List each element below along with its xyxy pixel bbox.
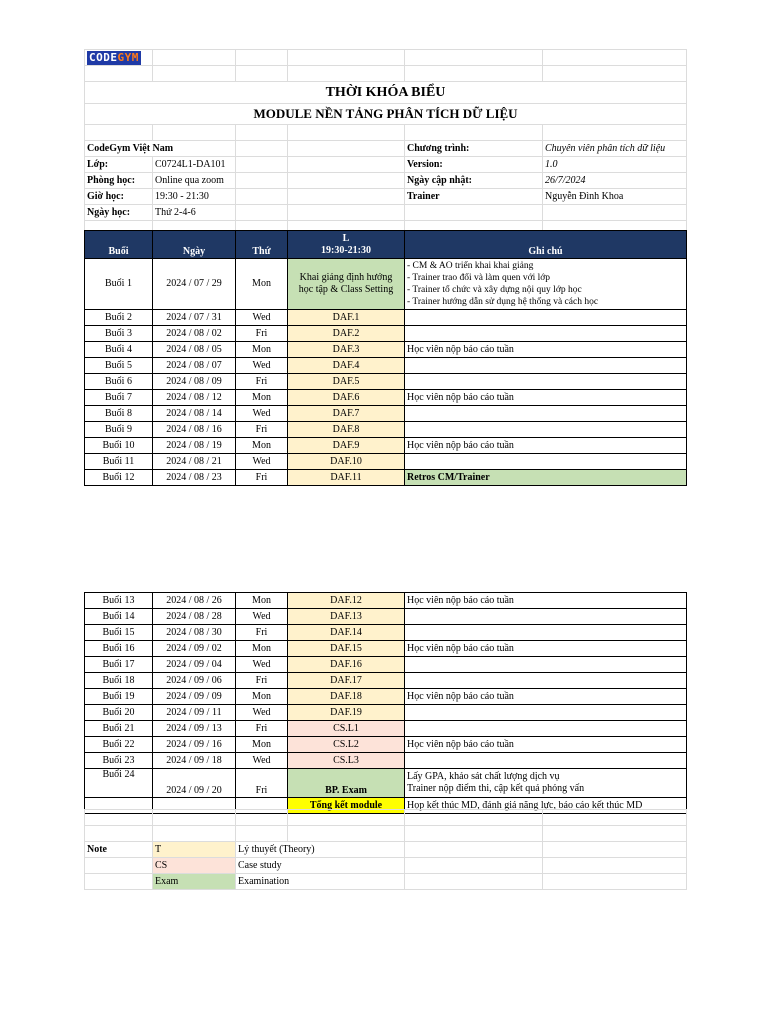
legend-title: Note [85, 842, 153, 858]
table-row [85, 625, 687, 641]
date-cell: 2024 / 09 / 16 [153, 737, 236, 753]
content-cell: DAF.19 [288, 705, 405, 721]
legend-desc-exam: Examination [236, 874, 405, 890]
date-cell: 2024 / 09 / 18 [153, 753, 236, 769]
date-cell: 2024 / 07 / 29 [153, 259, 236, 310]
legend-table [84, 809, 687, 890]
content-cell: DAF.11 [288, 470, 405, 486]
note-cell [405, 609, 687, 625]
date-cell: 2024 / 08 / 23 [153, 470, 236, 486]
program-value: Chuyên viên phân tích dữ liệu [543, 141, 687, 157]
table-row [85, 454, 687, 470]
note-cell: Học viên nộp báo cáo tuần [405, 737, 687, 753]
date-cell: 2024 / 09 / 20 [153, 769, 236, 798]
table-row [85, 769, 687, 798]
legend-desc-cs: Case study [236, 858, 405, 874]
table-row [85, 673, 687, 689]
content-cell: DAF.6 [288, 390, 405, 406]
table-row [85, 657, 687, 673]
session-cell: Buổi 15 [85, 625, 153, 641]
content-cell: DAF.1 [288, 310, 405, 326]
note-cell: Học viên nộp báo cáo tuần [405, 438, 687, 454]
note-cell [405, 705, 687, 721]
note-cell [405, 657, 687, 673]
trainer-value: Nguyễn Đình Khoa [543, 189, 687, 205]
exam-notes: Lấy GPA, khảo sát chất lượng dịch vụ Trainer nộp điểm thi, cập kết quả phỏng vấn [405, 769, 687, 798]
legend-code-exam: Exam [153, 874, 236, 890]
date-cell: 2024 / 08 / 21 [153, 454, 236, 470]
version-value: 1.0 [543, 157, 687, 173]
table-row [85, 737, 687, 753]
opening-notes: - CM & AO triển khai khai giảng - Trainer trao đổi và làm quen với lớp - Trainer tổ chức và xây dựng nội quy lớp học - Trainer hướng dẫn sử dụng hệ thống và cách học [405, 259, 687, 310]
weekday-cell: Fri [236, 374, 288, 390]
weekday-cell: Wed [236, 310, 288, 326]
content-cell: DAF.16 [288, 657, 405, 673]
session-cell: Buổi 2 [85, 310, 153, 326]
updated-label: Ngày cập nhật: [405, 173, 543, 189]
note-cell [405, 422, 687, 438]
page-subtitle: MODULE NỀN TẢNG PHÂN TÍCH DỮ LIỆU [85, 104, 687, 125]
table-row [85, 374, 687, 390]
session-cell: Buổi 22 [85, 737, 153, 753]
table-row [85, 406, 687, 422]
session-cell: Buổi 7 [85, 390, 153, 406]
note-cell: Học viên nộp báo cáo tuần [405, 390, 687, 406]
date-cell: 2024 / 08 / 19 [153, 438, 236, 454]
table-row [85, 705, 687, 721]
weekday-cell: Mon [236, 342, 288, 358]
weekday-cell: Fri [236, 769, 288, 798]
opening-cell: Khai giảng định hướng học tập & Class Setting [288, 259, 405, 310]
session-cell: Buổi 1 [85, 259, 153, 310]
session-cell: Buổi 13 [85, 593, 153, 609]
retro-note: Retros CM/Trainer [405, 470, 687, 486]
version-label: Version: [405, 157, 543, 173]
updated-value: 26/7/2024 [543, 173, 687, 189]
session-cell: Buổi 20 [85, 705, 153, 721]
session-cell: Buổi 21 [85, 721, 153, 737]
time-label: Giờ học: [85, 189, 153, 205]
content-cell: DAF.2 [288, 326, 405, 342]
trainer-label: Trainer [405, 189, 543, 205]
table-row [85, 310, 687, 326]
note-cell [405, 358, 687, 374]
note-cell [405, 406, 687, 422]
org-name: CodeGym Việt Nam [85, 141, 236, 157]
logo-cell [85, 50, 153, 66]
exam-cell: BP. Exam [288, 769, 405, 798]
codegym-logo: CODEGYM [89, 50, 139, 64]
date-cell: 2024 / 09 / 11 [153, 705, 236, 721]
date-cell: 2024 / 08 / 05 [153, 342, 236, 358]
date-cell: 2024 / 08 / 09 [153, 374, 236, 390]
table-row [85, 641, 687, 657]
date-cell: 2024 / 08 / 26 [153, 593, 236, 609]
program-label: Chương trình: [405, 141, 543, 157]
time-value: 19:30 - 21:30 [153, 189, 236, 205]
note-cell [405, 374, 687, 390]
content-cell: DAF.15 [288, 641, 405, 657]
weekday-cell: Fri [236, 673, 288, 689]
note-cell: Học viên nộp báo cáo tuần [405, 689, 687, 705]
weekday-cell: Fri [236, 625, 288, 641]
table-row [85, 358, 687, 374]
content-cell: DAF.18 [288, 689, 405, 705]
date-cell: 2024 / 09 / 06 [153, 673, 236, 689]
note-cell [405, 625, 687, 641]
table-row [85, 593, 687, 609]
session-cell: Buổi 4 [85, 342, 153, 358]
header-session: Buổi [85, 231, 153, 259]
weekday-cell: Fri [236, 422, 288, 438]
page-title: THỜI KHÓA BIỂU [85, 82, 687, 104]
table-row [85, 342, 687, 358]
date-cell: 2024 / 09 / 09 [153, 689, 236, 705]
session-cell: Buổi 12 [85, 470, 153, 486]
table-row [85, 721, 687, 737]
note-cell [405, 721, 687, 737]
date-cell: 2024 / 08 / 12 [153, 390, 236, 406]
days-value: Thứ 2-4-6 [153, 205, 236, 221]
date-cell: 2024 / 08 / 16 [153, 422, 236, 438]
table-row [85, 438, 687, 454]
date-cell: 2024 / 08 / 28 [153, 609, 236, 625]
note-cell [405, 310, 687, 326]
legend-desc-theory: Lý thuyết (Theory) [236, 842, 405, 858]
content-cell: DAF.14 [288, 625, 405, 641]
date-cell: 2024 / 08 / 30 [153, 625, 236, 641]
header-date: Ngày [153, 231, 236, 259]
table-row [85, 753, 687, 769]
content-cell: DAF.4 [288, 358, 405, 374]
header-weekday: Thứ [236, 231, 288, 259]
content-cell: DAF.9 [288, 438, 405, 454]
session-cell: Buổi 18 [85, 673, 153, 689]
table-row [85, 390, 687, 406]
session-cell: Buổi 24 [85, 769, 153, 798]
schedule-sheet-top [84, 49, 687, 237]
weekday-cell: Mon [236, 737, 288, 753]
summary-note: Họp kết thúc MD, đánh giá năng lực, báo cáo kết thúc MD [405, 798, 687, 814]
weekday-cell: Wed [236, 406, 288, 422]
weekday-cell: Wed [236, 657, 288, 673]
weekday-cell: Wed [236, 609, 288, 625]
session-cell: Buổi 3 [85, 326, 153, 342]
summary-cell: Tổng kết module [288, 798, 405, 814]
table-row [85, 470, 687, 486]
legend-code-cs: CS [153, 858, 236, 874]
legend-code-theory: T [153, 842, 236, 858]
schedule-table-part2 [84, 592, 687, 814]
room-value: Online qua zoom [153, 173, 236, 189]
weekday-cell: Wed [236, 705, 288, 721]
class-label: Lớp: [85, 157, 153, 173]
session-cell: Buổi 11 [85, 454, 153, 470]
weekday-cell: Mon [236, 390, 288, 406]
note-cell: Học viên nộp báo cáo tuần [405, 593, 687, 609]
session-cell: Buổi 10 [85, 438, 153, 454]
schedule-table-part1 [84, 230, 687, 486]
date-cell: 2024 / 09 / 02 [153, 641, 236, 657]
table-row [85, 689, 687, 705]
date-cell: 2024 / 09 / 04 [153, 657, 236, 673]
content-cell: DAF.10 [288, 454, 405, 470]
weekday-cell: Wed [236, 454, 288, 470]
content-cell: DAF.8 [288, 422, 405, 438]
session-cell: Buổi 8 [85, 406, 153, 422]
note-cell: Học viên nộp báo cáo tuần [405, 342, 687, 358]
weekday-cell: Mon [236, 689, 288, 705]
weekday-cell: Fri [236, 721, 288, 737]
content-cell: DAF.12 [288, 593, 405, 609]
note-cell: Học viên nộp báo cáo tuần [405, 641, 687, 657]
weekday-cell: Fri [236, 326, 288, 342]
days-label: Ngày học: [85, 205, 153, 221]
session-cell: Buổi 17 [85, 657, 153, 673]
date-cell: 2024 / 08 / 07 [153, 358, 236, 374]
table-header [85, 231, 687, 259]
note-cell [405, 326, 687, 342]
content-cell: DAF.5 [288, 374, 405, 390]
note-cell [405, 454, 687, 470]
note-cell [405, 753, 687, 769]
header-note: Ghi chú [405, 231, 687, 259]
weekday-cell: Mon [236, 259, 288, 310]
session-cell: Buổi 14 [85, 609, 153, 625]
content-cell: CS.L3 [288, 753, 405, 769]
table-row [85, 422, 687, 438]
table-row [85, 326, 687, 342]
weekday-cell: Mon [236, 593, 288, 609]
content-cell: DAF.3 [288, 342, 405, 358]
note-cell [405, 673, 687, 689]
weekday-cell: Wed [236, 358, 288, 374]
date-cell: 2024 / 09 / 13 [153, 721, 236, 737]
weekday-cell: Mon [236, 641, 288, 657]
weekday-cell: Wed [236, 753, 288, 769]
header-slot: L 19:30-21:30 [288, 231, 405, 259]
weekday-cell: Fri [236, 470, 288, 486]
date-cell: 2024 / 08 / 14 [153, 406, 236, 422]
content-cell: DAF.17 [288, 673, 405, 689]
room-label: Phòng học: [85, 173, 153, 189]
date-cell: 2024 / 07 / 31 [153, 310, 236, 326]
session-cell: Buổi 6 [85, 374, 153, 390]
session-cell: Buổi 5 [85, 358, 153, 374]
session-cell: Buổi 19 [85, 689, 153, 705]
weekday-cell: Mon [236, 438, 288, 454]
content-cell: DAF.7 [288, 406, 405, 422]
content-cell: DAF.13 [288, 609, 405, 625]
session-cell: Buổi 9 [85, 422, 153, 438]
session-cell: Buổi 23 [85, 753, 153, 769]
table-row [85, 609, 687, 625]
date-cell: 2024 / 08 / 02 [153, 326, 236, 342]
content-cell: CS.L1 [288, 721, 405, 737]
table-row [85, 259, 687, 310]
session-cell: Buổi 16 [85, 641, 153, 657]
class-value: C0724L1-DA101 [153, 157, 236, 173]
content-cell: CS.L2 [288, 737, 405, 753]
